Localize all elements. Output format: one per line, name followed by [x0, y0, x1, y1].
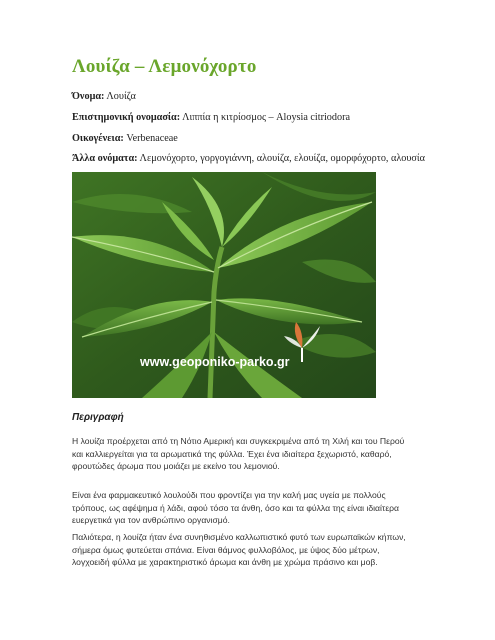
- section-heading-description: Περιγραφή: [72, 412, 124, 423]
- field-name-label: Όνομα:: [72, 91, 105, 102]
- field-scientific-name-label: Επιστημονική ονομασία:: [72, 112, 181, 123]
- field-other-names-value: Λεμονόχορτο, γοργογιάννη, αλουίζα, ελουίζα, ομορφόχορτο, αλουσία: [137, 153, 425, 164]
- paragraph-origin: Η λουίζα προέρχεται από τη Νότιο Αμερική και συγκεκριμένα από τη Χιλή και του Περού και καλλιεργείται για τα αρωματικά της φύλλα. Έχει ένα ιδιαίτερα ξεχωριστό, καθαρό, φρουτώδες άρωμα που μοιάζει με εκείνο του λεμονιού.: [72, 436, 405, 472]
- plant-photo: [72, 172, 376, 398]
- field-name-value: Λουίζα: [104, 91, 136, 102]
- paragraph-history: Παλιότερα, η λουίζα ήταν ένα συνηθισμένο καλλωπιστικό φυτό των ευρωπαϊκών κήπων, σήμερα όμως φυτεύεται σπάνια. Είναι θάμνος φυλλοβόλος, με ύψος δύο μέτρων, λογχοειδή φύλλα με χαρακτηριστικό άρωμα και άνθη με χρώμα πράσινο και μοβ.: [72, 532, 406, 568]
- watermark-text: www.geoponiko-parko.gr: [140, 355, 290, 369]
- page-title: Λουίζα – Λεμονόχορτο: [72, 56, 257, 77]
- field-scientific-name-value: Λιππία η κιτρίοσμος – Aloysia citriodora: [180, 112, 351, 123]
- field-family: [72, 133, 178, 144]
- field-family-label: Οικογένεια:: [72, 133, 124, 144]
- field-other-names-label: Άλλα ονόματα:: [72, 153, 138, 164]
- plant-photo-graphic: [72, 172, 376, 398]
- paragraph-medicinal: Είναι ένα φαρμακευτικό λουλούδι που φροντίζει για την καλή μας υγεία με πολλούς τρόπους, ως αφέψημα ή λάδι, αφού τόσο τα άνθη, όσο και τα φύλλα της είναι ιδιαίτερα ευεργετικά για τον ανθρώπινο οργανισμό.: [72, 490, 400, 526]
- field-other-names: [72, 153, 425, 164]
- field-name: [72, 91, 136, 102]
- field-scientific-name: [72, 112, 350, 123]
- field-family-value: Verbenaceae: [123, 133, 178, 144]
